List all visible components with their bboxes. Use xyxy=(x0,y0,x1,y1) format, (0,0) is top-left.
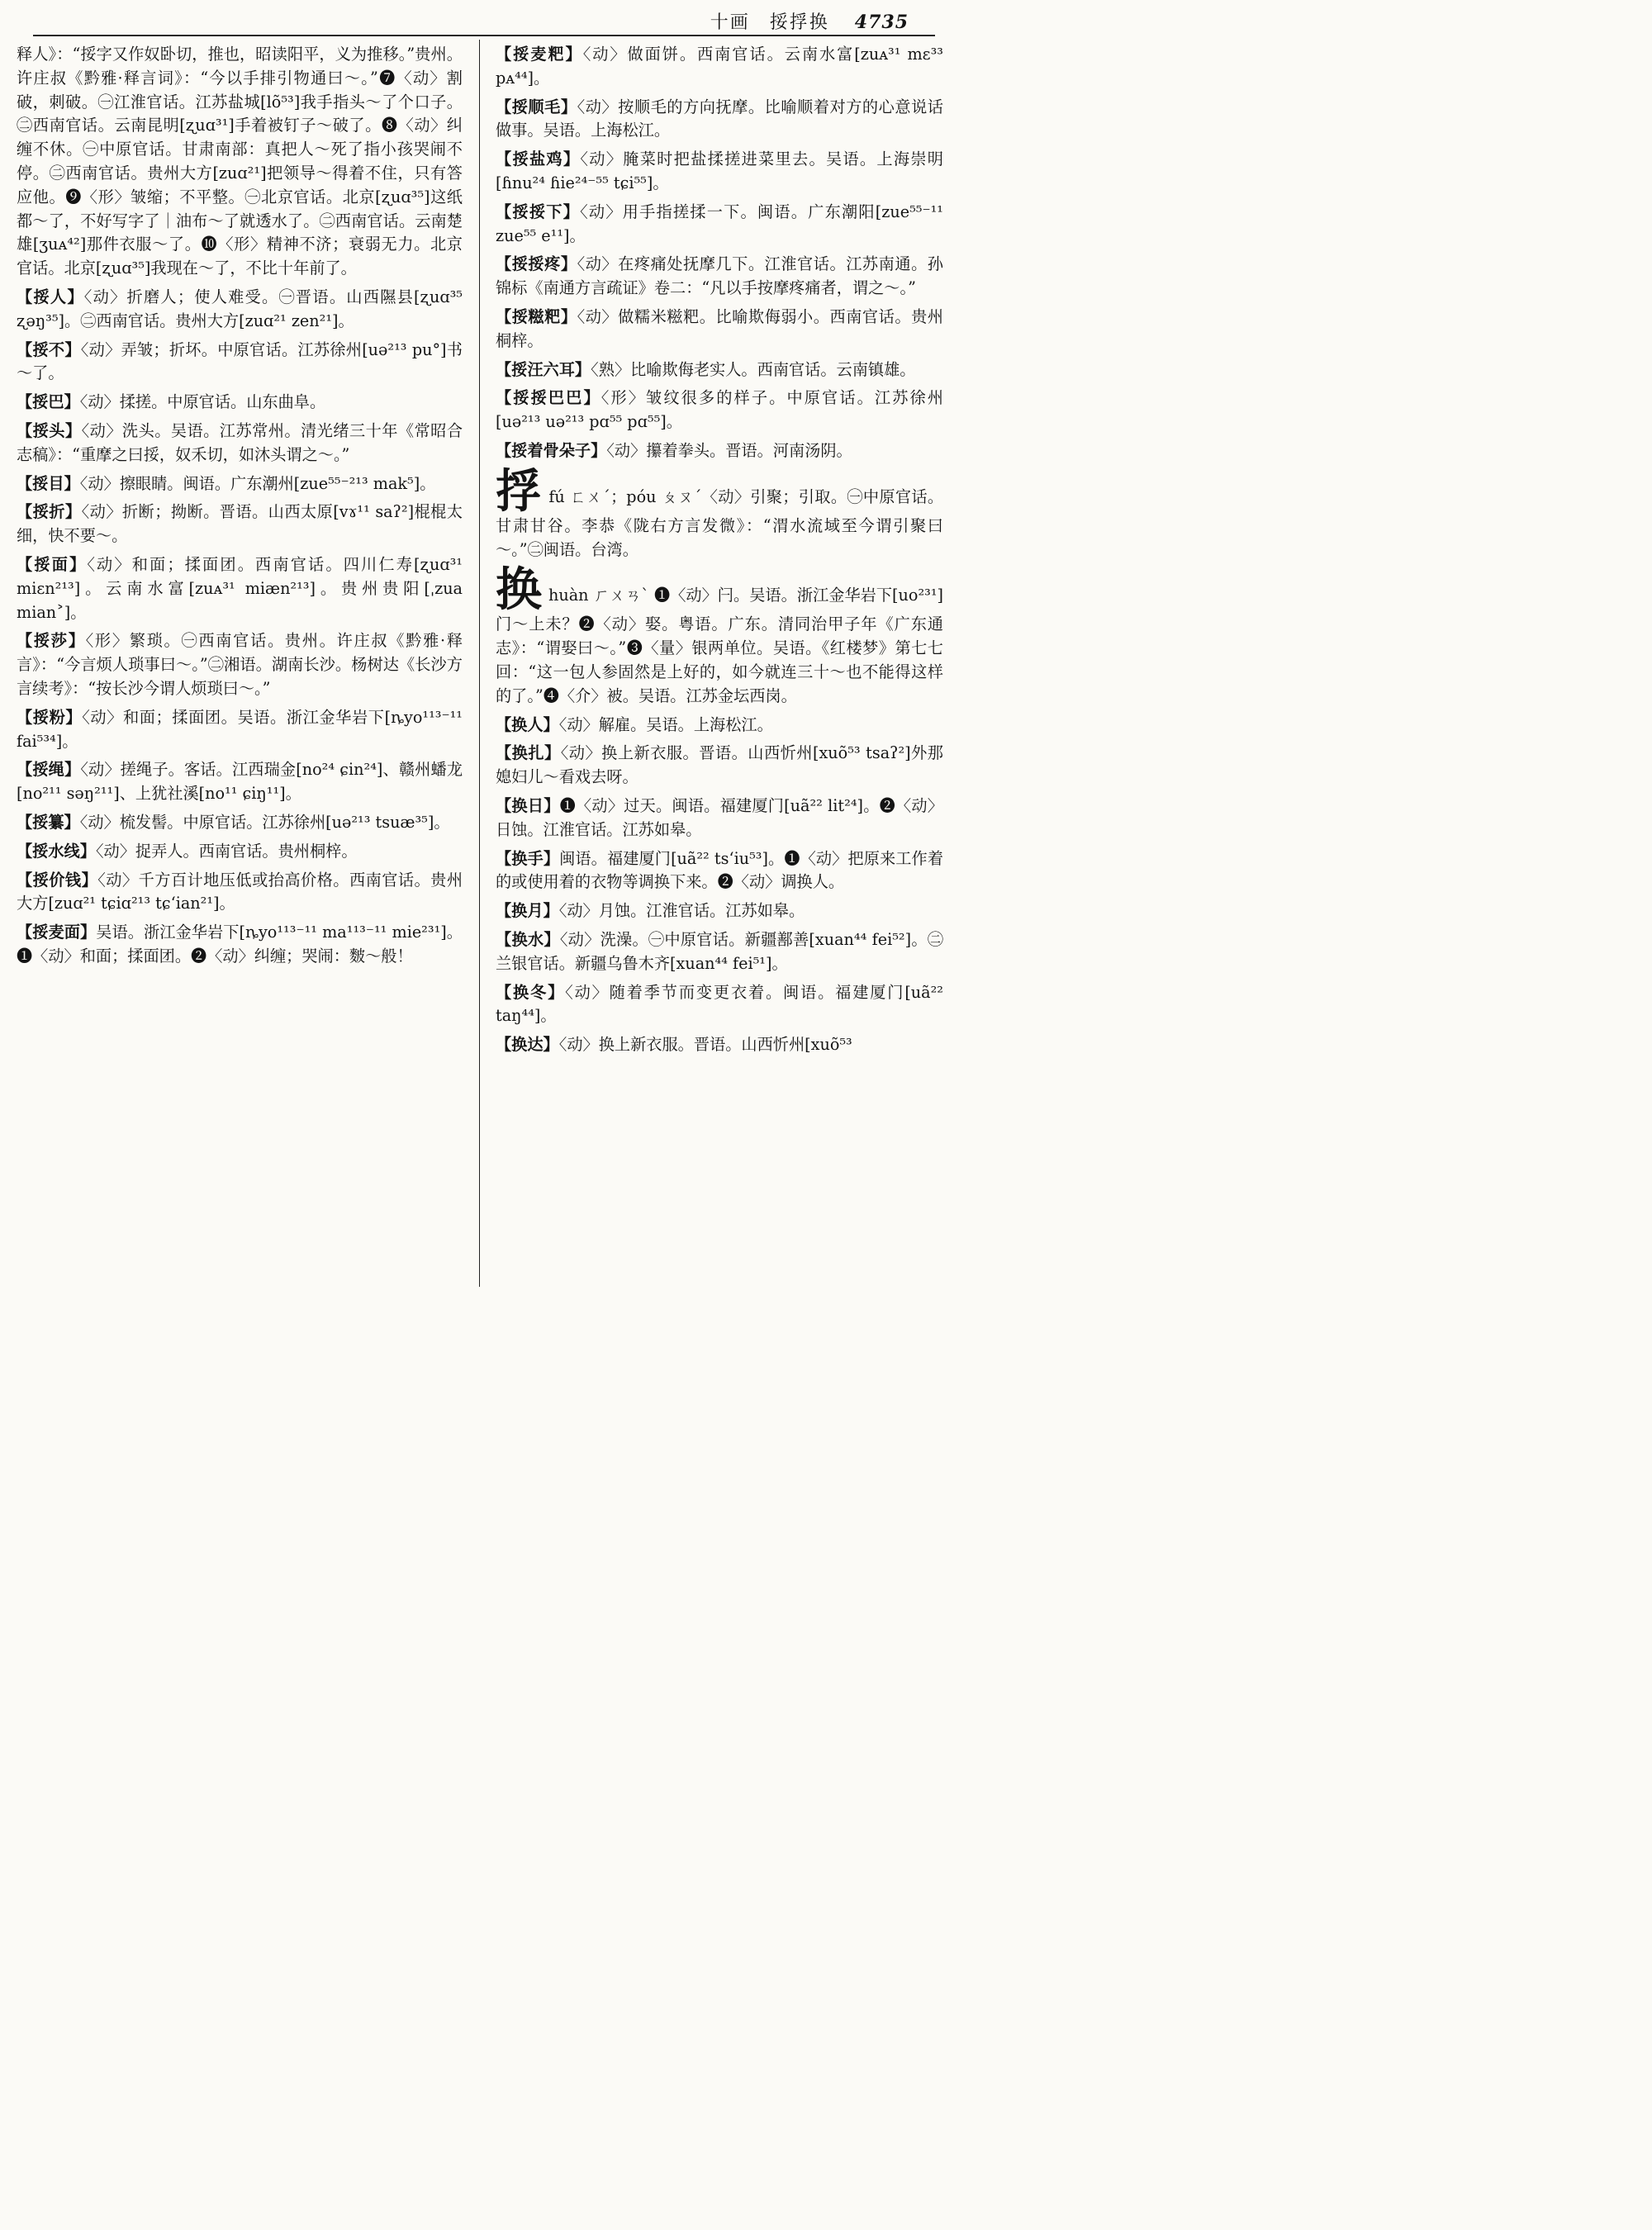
entry-definition: 〈动〉千方百计地压低或抬高价格。西南官话。贵州大方[zuɑ²¹ tɕiɑ²¹³ tɕʻian²¹]。 xyxy=(17,870,463,913)
entry-headword: 【换手】 xyxy=(496,848,560,868)
dictionary-entry xyxy=(496,387,943,434)
entry-definition: 〈动〉擦眼睛。闽语。广东潮州[zue⁵⁵⁻²¹³ mak⁵]。 xyxy=(79,473,436,493)
entry-definition: 〈动〉捉弄人。西南官话。贵州桐梓。 xyxy=(95,841,358,861)
column-divider xyxy=(479,40,480,1287)
entry-headword: 【换人】 xyxy=(496,714,559,734)
dictionary-entry xyxy=(17,758,463,806)
head-character: 捊 xyxy=(496,463,543,519)
dictionary-entry xyxy=(17,43,463,281)
entry-headword: 【挼目】 xyxy=(17,473,80,493)
dictionary-entry xyxy=(496,358,943,382)
dictionary-entry xyxy=(496,847,943,895)
dictionary-entry xyxy=(17,869,463,917)
entry-definition: 闽语。福建厦门[uã²² tsʻiu⁵³]。❶〈动〉把原来工作着的或使用着的衣物等调换下来。❷〈动〉调换人。 xyxy=(496,848,943,892)
dictionary-entry xyxy=(496,1033,943,1057)
page-header xyxy=(0,0,958,35)
entry-headword: 【挼顺毛】 xyxy=(496,97,577,116)
entry-headword: 【换扎】 xyxy=(496,743,561,763)
entry-definition: 〈动〉搓绳子。客话。江西瑞金[no²⁴ ɕin²⁴]、赣州蟠龙[no²¹¹ səŋ²¹¹]、上犹社溪[no¹¹ ɕiŋ¹¹]。 xyxy=(17,760,463,804)
head-character: 换 xyxy=(496,562,543,618)
dictionary-entry xyxy=(496,43,943,91)
dictionary-entry xyxy=(17,501,463,548)
entry-headword: 【换冬】 xyxy=(496,982,566,1002)
entry-headword: 【挼价钱】 xyxy=(17,870,98,890)
right-column xyxy=(496,43,943,1288)
character-entry xyxy=(496,463,943,562)
left-column xyxy=(17,43,463,1288)
entry-headword: 【挼挼下】 xyxy=(496,202,581,221)
entry-definition: ❶〈动〉过天。闽语。福建厦门[uã²² lit²⁴]。❷〈动〉日蚀。江淮官话。江苏如皋。 xyxy=(496,795,943,839)
dictionary-entry xyxy=(496,742,943,790)
entry-definition: 〈动〉洗澡。㊀中原官话。新疆鄯善[xuan⁴⁴ fei⁵²]。㊁兰银官话。新疆乌鲁木齐[xuan⁴⁴ fei⁵¹]。 xyxy=(496,929,943,973)
entry-headword: 【挼麦面】 xyxy=(17,923,97,942)
entry-headword: 【挼纂】 xyxy=(17,812,80,832)
entry-definition: huàn ㄏㄨㄢˋ ❶〈动〉闩。吴语。浙江金华岩下[uo²³¹]门～上未？❷〈动〉娶。粤语。广东。清同治甲子年《广东通志》：“谓娶曰～。”❸〈量〉银两单位。吴语。《红楼梦》第七七回：“这一包人参固然是上好的，如今就连三十～也不能得这样的了。”❹〈介〉被。吴语。江苏金坛西岗。 xyxy=(496,586,943,705)
dictionary-entry xyxy=(496,928,943,976)
entry-definition: fú ㄈㄨˊ；póu ㄆㄡˊ〈动〉引聚；引取。㊀中原官话。甘肃甘谷。李恭《陇右方言发微》：“渭水流域至今谓引聚曰～。”㊁闽语。台湾。 xyxy=(496,486,943,559)
entry-headword: 【挼盐鸡】 xyxy=(496,149,581,169)
entry-definition: 〈动〉解雇。吴语。上海松江。 xyxy=(558,714,773,734)
entry-definition: 〈熟〉比喻欺侮老实人。西南官话。云南镇雄。 xyxy=(591,359,916,379)
entry-definition: 〈动〉弄皱；折坏。中原官话。江苏徐州[uə²¹³ pu°]书～了。 xyxy=(17,339,463,383)
dictionary-entry xyxy=(17,339,463,387)
entry-headword: 【挼头】 xyxy=(17,420,82,440)
entry-definition: 〈动〉腌菜时把盐揉搓进菜里去。吴语。上海崇明[ɦnu²⁴ ɦie²⁴⁻⁵⁵ tɕi⁵⁵]。 xyxy=(496,149,943,192)
dictionary-entry xyxy=(17,286,463,334)
entry-definition: 〈动〉和面；揉面团。西南官话。四川仁寿[ʐuɑ³¹ miɛn²¹³]。云南水富[zuᴀ³¹ miæn²¹³]。贵州贵阳[ˌzua mian˃]。 xyxy=(17,554,463,622)
entry-headword: 【换水】 xyxy=(496,929,560,949)
entry-definition: 〈动〉做面饼。西南官话。云南水富[zuᴀ³¹ mɛ³³ pᴀ⁴⁴]。 xyxy=(496,45,943,88)
entry-headword: 【挼巴】 xyxy=(17,392,80,412)
entry-headword: 【挼挼疼】 xyxy=(496,254,577,274)
entry-headword: 【换日】 xyxy=(496,795,560,815)
dictionary-entry xyxy=(17,391,463,415)
entry-definition: 〈动〉做糯米糍粑。比喻欺侮弱小。西南官话。贵州桐梓。 xyxy=(496,306,943,350)
entry-headword: 【挼糍粑】 xyxy=(496,306,577,326)
entry-definition: 〈动〉洗头。吴语。江苏常州。清光绪三十年《常昭合志稿》：“重摩之曰挼，奴禾切，如沐头谓之～。” xyxy=(17,420,463,464)
entry-definition: 〈动〉和面；揉面团。吴语。浙江金华岩下[ȵyo¹¹³⁻¹¹ fai⁵³⁴]。 xyxy=(17,707,463,751)
running-head-title: 十画 挼捊换 xyxy=(710,12,829,33)
dictionary-entry xyxy=(17,629,463,700)
entry-headword: 【换达】 xyxy=(496,1035,559,1055)
entry-headword: 【挼粉】 xyxy=(17,707,83,727)
dictionary-entry xyxy=(17,840,463,864)
entry-definition: 〈动〉折断；拗断。晋语。山西太原[vɤ¹¹ saʔ²]棍棍太细，快不要～。 xyxy=(17,502,463,546)
dictionary-entry xyxy=(17,921,463,969)
entry-definition: 〈动〉揉搓。中原官话。山东曲阜。 xyxy=(79,392,326,412)
dictionary-entry xyxy=(496,899,943,923)
dictionary-entry xyxy=(17,472,463,496)
dictionary-entry xyxy=(496,714,943,738)
entry-definition: 〈动〉折磨人；使人难受。㊀晋语。山西隰县[ʐuɑ³⁵ ʐəŋ³⁵]。㊁西南官话。贵州大方[zuɑ²¹ zen²¹]。 xyxy=(17,287,463,330)
entry-definition: 〈形〉皱纹很多的样子。中原官话。江苏徐州[uə²¹³ uə²¹³ pɑ⁵⁵ pɑ⁵⁵]。 xyxy=(496,388,943,432)
dictionary-entry xyxy=(496,253,943,301)
dictionary-entry xyxy=(17,706,463,754)
entry-definition: 〈动〉用手指搓揉一下。闽语。广东潮阳[zue⁵⁵⁻¹¹ zue⁵⁵ e¹¹]。 xyxy=(496,202,943,245)
entry-headword: 【挼不】 xyxy=(17,339,81,359)
dictionary-entry xyxy=(496,201,943,249)
dictionary-entry xyxy=(496,795,943,842)
dictionary-entry xyxy=(17,811,463,835)
dictionary-entry xyxy=(17,420,463,467)
character-entry xyxy=(496,562,943,708)
running-head xyxy=(710,8,909,34)
entry-definition: 〈动〉在疼痛处抚摩几下。江淮官话。江苏南通。孙锦标《南通方言疏证》卷二：“凡以手按摩疼痛者，谓之～。” xyxy=(496,254,943,298)
entry-definition: 〈动〉换上新衣服。晋语。山西忻州[xuõ⁵³ tsaʔ²]外那媳妇儿～看戏去呀。 xyxy=(496,743,943,787)
entry-definition: 〈动〉按顺毛的方向抚摩。比喻顺着对方的心意说话做事。吴语。上海松江。 xyxy=(496,97,943,140)
entry-headword: 【挼莎】 xyxy=(17,631,86,651)
entry-headword: 【挼折】 xyxy=(17,502,82,522)
header-rule xyxy=(33,35,935,36)
dictionary-entry xyxy=(496,148,943,196)
entry-definition: 〈动〉随着季节而变更衣着。闽语。福建厦门[uã²² taŋ⁴⁴]。 xyxy=(496,982,943,1026)
entry-headword: 【挼水线】 xyxy=(17,841,96,861)
entry-headword: 【挼面】 xyxy=(17,554,88,574)
entry-headword: 【挼着骨朵子】 xyxy=(496,440,607,460)
entry-headword: 【挼麦粑】 xyxy=(496,45,583,64)
entry-definition: 〈动〉梳发髻。中原官话。江苏徐州[uə²¹³ tsuæ³⁵]。 xyxy=(79,812,450,832)
entry-headword: 【挼绳】 xyxy=(17,760,81,780)
dictionary-entry xyxy=(17,553,463,624)
entry-definition: 〈动〉换上新衣服。晋语。山西忻州[xuõ⁵³ xyxy=(558,1035,852,1055)
dictionary-entry xyxy=(496,306,943,353)
dictionary-entry xyxy=(496,981,943,1029)
entry-definition: 〈形〉繁琐。㊀西南官话。贵州。许庄叔《黔雅·释言》：“今言烦人琐事曰～。”㊁湘语。湖南长沙。杨树达《长沙方言续考》：“按长沙今谓人烦琐曰～。” xyxy=(17,631,463,698)
entry-headword: 【挼人】 xyxy=(17,287,84,306)
dictionary-entry xyxy=(496,439,943,463)
page-number: 4735 xyxy=(854,12,909,33)
entry-headword: 【挼汪六耳】 xyxy=(496,359,591,379)
entry-headword: 【换月】 xyxy=(496,901,559,921)
entry-definition: 吴语。浙江金华岩下[ȵyo¹¹³⁻¹¹ ma¹¹³⁻¹¹ mie²³¹]。❶〈动〉和面；揉面团。❷〈动〉纠缠；哭闹：麬～般！ xyxy=(17,923,463,966)
entry-definition: 〈动〉攥着拳头。晋语。河南汤阴。 xyxy=(606,440,852,460)
entry-headword: 【挼挼巴巴】 xyxy=(496,388,601,408)
entry-definition: 〈动〉月蚀。江淮官话。江苏如皋。 xyxy=(558,901,805,921)
entry-definition: 释人》：“挼字又作奴卧切，推也，昭读阳平，义为推移。”贵州。许庄叔《黔雅·释言词》：“今以手排引物通曰～。”❼〈动〉割破，刺破。㊀江淮官话。江苏盐城[lõ⁵³]我手指头～了个口子。㊁西南官话。云南昆明[ʐuɑ³¹]手着被钉子～破了。❽〈动〉纠缠不休。㊀中原官话。甘肃南部：真把人～死了指小孩哭闹不停。㊁西南官话。贵州大方[zuɑ²¹]把领导～得着不住，只有答应他。❾〈形〉皱缩；不平整。㊀北京官话。北京[ʐuɑ³⁵]这纸都～了，不好写字了｜油布～了就透水了。㊁西南官话。云南楚雄[ʒuᴀ⁴²]那件衣服～了。❿〈形〉精神不济；衰弱无力。北京官话。北京[ʐuɑ³⁵]我现在～了，不比十年前了。 xyxy=(17,45,463,278)
dictionary-entry xyxy=(496,96,943,144)
